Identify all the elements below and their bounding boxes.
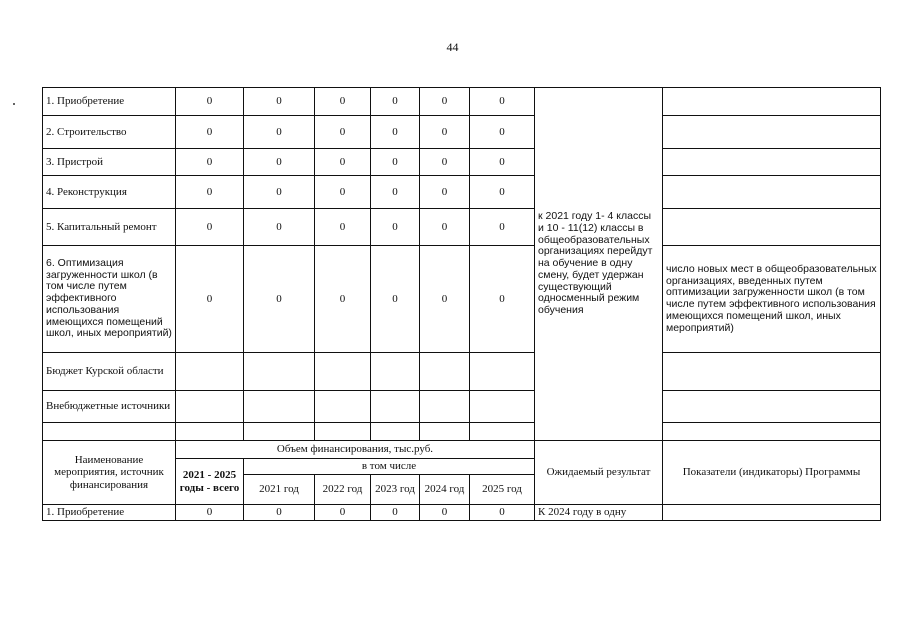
row-label: Бюджет Курской области (43, 353, 176, 391)
indicator-empty-cell (663, 149, 881, 176)
cell-total (176, 391, 244, 423)
row-label: 1. Приобретение (43, 505, 176, 521)
cell-2024: 0 (420, 88, 470, 116)
row-label: 2. Строительство (43, 116, 176, 149)
cell-2023: 0 (371, 176, 420, 209)
header-name: Наименование мероприятия, источник финансирования (43, 441, 176, 505)
cell-2022: 0 (315, 246, 371, 353)
indicator-cell: число новых мест в общеобразовательных организациях, введенных путем оптимизации загруженности школ (в том числе путем эффективного использования имеющихся помещений школ, иных мероприятий) (663, 246, 881, 353)
cell-2021: 0 (244, 116, 315, 149)
header-indicators: Показатели (индикаторы) Программы (663, 441, 881, 505)
cell-2024 (420, 353, 470, 391)
header-row (43, 441, 881, 459)
empty-row (43, 423, 881, 441)
row-label: 4. Реконструкция (43, 176, 176, 209)
header-total: 2021 - 2025 годы - всего (176, 459, 244, 505)
header-2024: 2024 год (420, 475, 470, 505)
table-row (43, 176, 881, 209)
cell-total (176, 353, 244, 391)
financing-table (42, 87, 881, 521)
cell-2021: 0 (244, 149, 315, 176)
cell-2022 (315, 353, 371, 391)
cell-total: 0 (176, 149, 244, 176)
cell-2021: 0 (244, 505, 315, 521)
cell-total: 0 (176, 176, 244, 209)
scan-speck (13, 103, 15, 105)
cell-2024: 0 (420, 149, 470, 176)
cell-2023 (371, 391, 420, 423)
cell-total: 0 (176, 88, 244, 116)
cell-2022: 0 (315, 505, 371, 521)
cell-2022: 0 (315, 209, 371, 246)
cell-2025: 0 (470, 209, 535, 246)
cell-2024: 0 (420, 116, 470, 149)
table-row (43, 505, 881, 521)
cell-2021 (244, 391, 315, 423)
row-label: 6. Оптимизация загруженности школ (в том числе путем эффективного использования имеющихся помещений школ, иных мероприятий) (43, 246, 176, 353)
cell-2022 (315, 391, 371, 423)
table-row (43, 88, 881, 116)
cell-2021: 0 (244, 246, 315, 353)
cell-2025 (470, 353, 535, 391)
indicator-empty-cell (663, 209, 881, 246)
indicator-empty-cell (663, 353, 881, 391)
cell-2022: 0 (315, 176, 371, 209)
table-row (43, 209, 881, 246)
expected-result-cell: к 2021 году 1- 4 классы и 10 - 11(12) классы в общеобразовательных организациях перейдут на обучение в одну смену, будет удержан существующий односменный режим обучения (535, 88, 663, 441)
cell-2023: 0 (371, 149, 420, 176)
indicator-empty-cell (663, 391, 881, 423)
header-2021: 2021 год (244, 475, 315, 505)
table-row (43, 353, 881, 391)
cell-2024: 0 (420, 246, 470, 353)
cell-2024: 0 (420, 505, 470, 521)
cell-2025: 0 (470, 246, 535, 353)
row-label: 5. Капитальный ремонт (43, 209, 176, 246)
cell-2025: 0 (470, 176, 535, 209)
cell-2023 (371, 353, 420, 391)
table-row (43, 391, 881, 423)
cell-2021: 0 (244, 209, 315, 246)
cell-2024: 0 (420, 209, 470, 246)
header-2023: 2023 год (371, 475, 420, 505)
cell-2024 (420, 391, 470, 423)
header-2025: 2025 год (470, 475, 535, 505)
row-label: 3. Пристрой (43, 149, 176, 176)
cell-2021: 0 (244, 88, 315, 116)
cell-2025: 0 (470, 116, 535, 149)
table-body (43, 88, 881, 521)
cell-2023: 0 (371, 505, 420, 521)
cell-2024: 0 (420, 176, 470, 209)
cell-total: 0 (176, 246, 244, 353)
cell-2023: 0 (371, 116, 420, 149)
cell-2022: 0 (315, 149, 371, 176)
cell-2022: 0 (315, 88, 371, 116)
table-row (43, 149, 881, 176)
result-cell: К 2024 году в одну (535, 505, 663, 521)
header-2022: 2022 год (315, 475, 371, 505)
header-funding: Объем финансирования, тыс.руб. (176, 441, 535, 459)
cell-2023: 0 (371, 88, 420, 116)
table-row (43, 116, 881, 149)
cell-2023: 0 (371, 246, 420, 353)
page-number: 44 (446, 40, 459, 54)
cell-2021: 0 (244, 176, 315, 209)
cell-2025 (470, 391, 535, 423)
indicator-empty-cell (663, 176, 881, 209)
row-label: Внебюджетные источники (43, 391, 176, 423)
cell-total: 0 (176, 505, 244, 521)
cell-2025: 0 (470, 149, 535, 176)
indicator-empty-cell (663, 88, 881, 116)
cell-total: 0 (176, 209, 244, 246)
row-label: 1. Приобретение (43, 88, 176, 116)
cell-2022: 0 (315, 116, 371, 149)
indicator-empty-cell (663, 116, 881, 149)
header-result: Ожидаемый результат (535, 441, 663, 505)
cell-2021 (244, 353, 315, 391)
indicator-empty-cell (663, 505, 881, 521)
cell-2025: 0 (470, 88, 535, 116)
cell-2023: 0 (371, 209, 420, 246)
table-row (43, 246, 881, 353)
cell-total: 0 (176, 116, 244, 149)
header-incl: в том числе (244, 459, 535, 475)
cell-2025: 0 (470, 505, 535, 521)
